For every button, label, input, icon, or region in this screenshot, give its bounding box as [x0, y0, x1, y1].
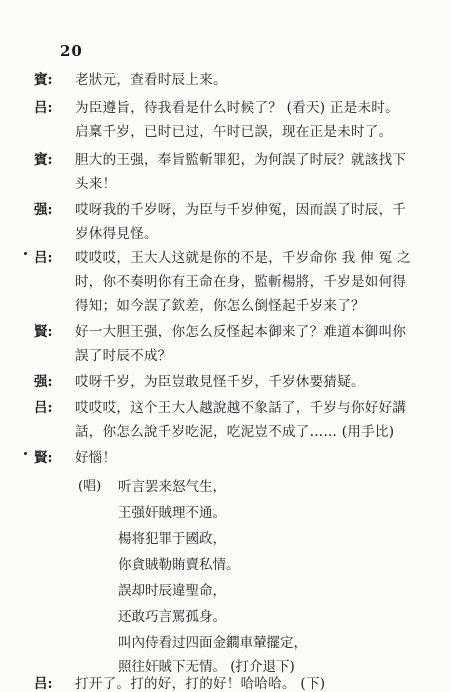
dialogue-line: 头来！: [75, 176, 117, 192]
verse-line: 誤却时辰違聖命，: [118, 583, 226, 599]
speaker-label: 賓:: [34, 72, 53, 88]
dialogue-line: 哎呀千岁，为臣豈敢見怪千岁，千岁休要猜疑。: [75, 374, 365, 390]
dialogue-line: 为臣遵旨，待我看是什么时候了？ (看天) 正是未时。: [75, 100, 399, 116]
speaker-label: 强:: [34, 374, 53, 390]
speaker-label: 吕:: [34, 250, 53, 266]
speaker-label: 賓:: [34, 152, 53, 168]
verse-line: 你貪賊勒賄賣私情。: [118, 557, 240, 573]
stray-mark: [24, 252, 27, 255]
dialogue-line: 誤了时辰不成？: [75, 348, 172, 364]
dialogue-line: 打开了。打的好，打的好！哈哈哈。 (下): [75, 676, 326, 692]
speaker-label: 吕:: [34, 676, 53, 692]
verse-line: 听言罢来怒气生，: [118, 479, 226, 495]
verse-line: 叫內侍看过四面金鐗車輦擺定，: [118, 635, 307, 651]
dialogue-line: 老狀元，查看时辰上来。: [75, 72, 227, 88]
dialogue-line: 岁休得見怪。: [75, 226, 158, 242]
speaker-label: 吕:: [34, 400, 53, 416]
speaker-label: 强:: [34, 202, 53, 218]
dialogue-line: 好一大胆王强，你怎么反怪起本御来了？难道本御叫你: [75, 324, 407, 340]
speaker-label: 賢:: [34, 324, 53, 340]
speaker-label: 吕:: [34, 100, 53, 116]
dialogue-line: 哎哎哎，王大人这就是你的不是，千岁命你 我 伸 冤 之: [75, 250, 411, 266]
dialogue-line: 得知；如今誤了欽差，你怎么倒怪起千岁来了？: [75, 298, 365, 314]
verse-line: 还敢巧言罵孤身。: [118, 609, 226, 625]
dialogue-line: 哎呀我的千岁呀，为臣与千岁伸冤，因而誤了时辰，千: [75, 202, 407, 218]
verse-line: 照往奸賊下无情。 (打介退下): [118, 659, 295, 675]
dialogue-line: 胆大的王强，奉旨監斬罪犯，为何誤了时辰？就該找下: [75, 152, 407, 168]
dialogue-line: 好惱！: [75, 450, 117, 466]
stray-mark: [24, 452, 27, 455]
speaker-label: 賢:: [34, 450, 53, 466]
dialogue-line: 启稟千岁，已时已过，午时已誤，现在正是未时了。: [75, 124, 393, 140]
dialogue-line: 时，你不奏明你有王命在身，監斬楊將，千岁是如何得: [75, 274, 407, 290]
verse-line: 王强奸賊理不通。: [118, 505, 226, 521]
dialogue-line: 話，你怎么說千岁吃泥，吃泥豈不成了…… (用手比): [75, 424, 395, 440]
verse-tag: (唱): [78, 479, 102, 494]
page-number: 20: [60, 42, 83, 60]
dialogue-line: 哎哎哎，这个王大人越說越不象話了，千岁与你好好講: [75, 400, 407, 416]
verse-line: 楊将犯罪于國政，: [118, 531, 226, 547]
